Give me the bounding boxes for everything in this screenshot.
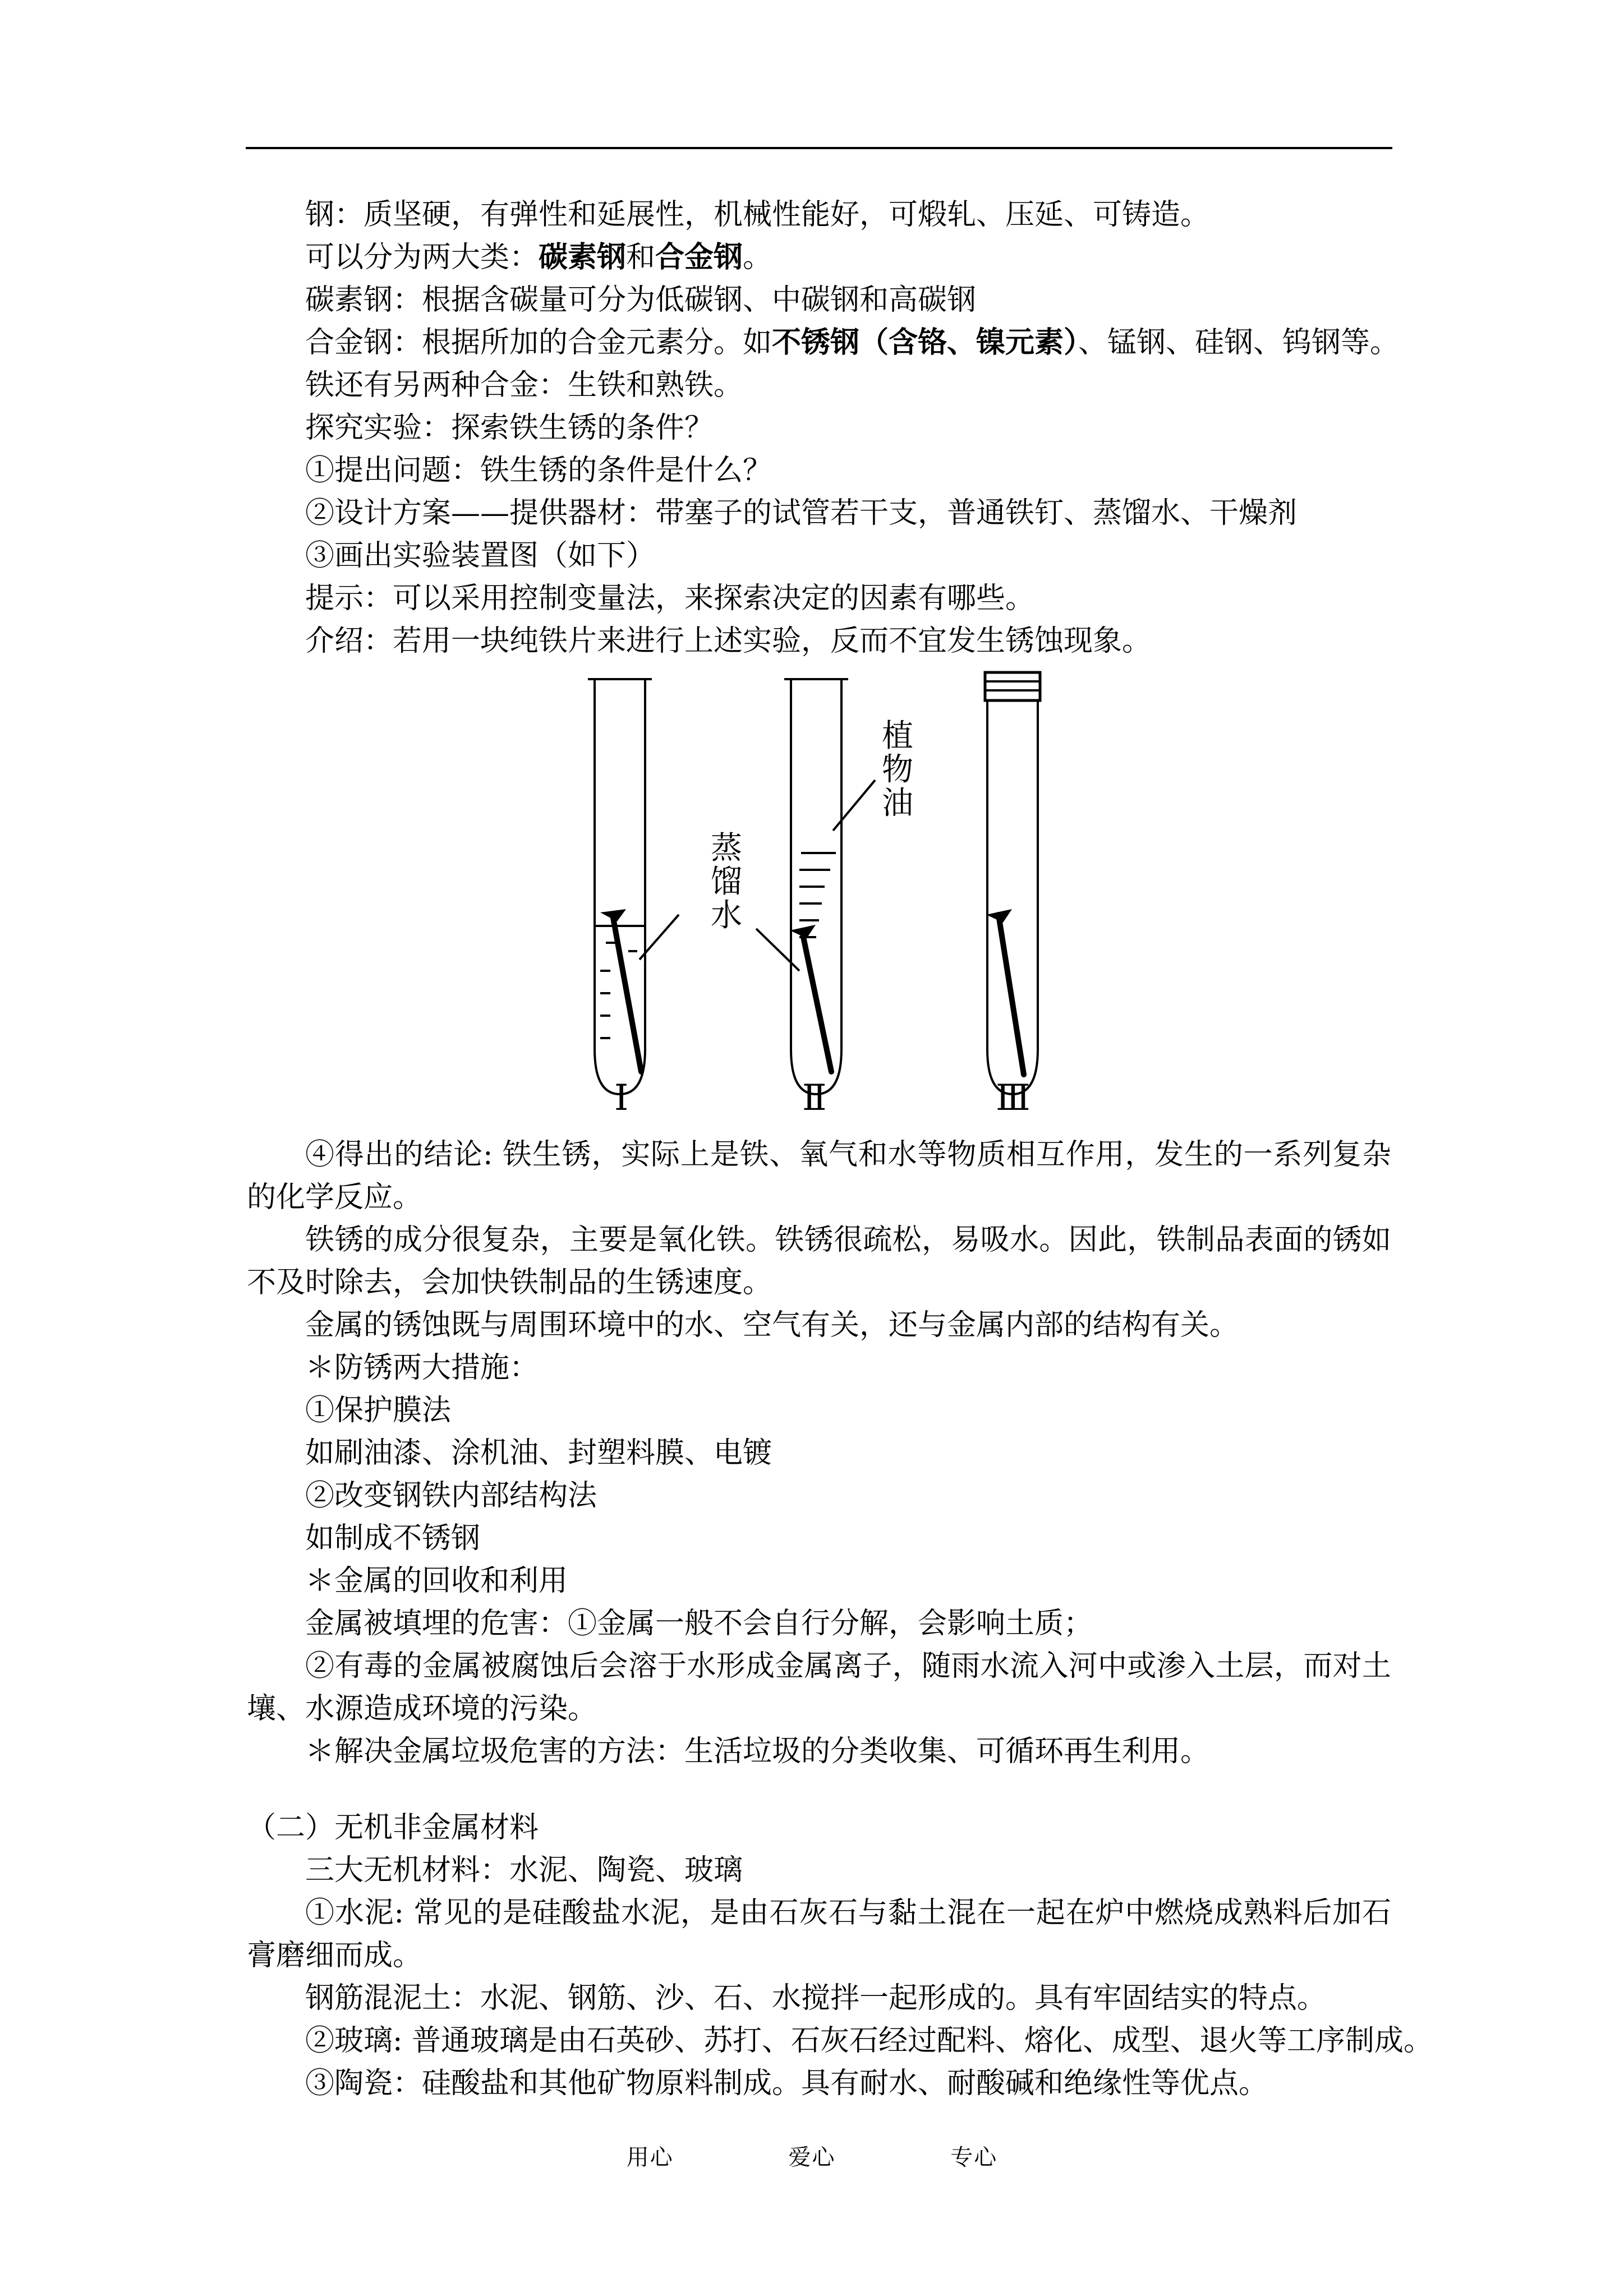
tube-labels <box>247 1077 1391 1133</box>
text-line: 钢：质坚硬，有弹性和延展性，机械性能好，可煅轧、压延、可铸造。 <box>305 198 1210 232</box>
test-tube-2 <box>784 679 848 1094</box>
iron-nail-3 <box>986 909 1024 1075</box>
test-tube-1 <box>588 679 652 1094</box>
rubber-stopper <box>985 672 1040 700</box>
label-oil-char: 物 <box>882 751 913 788</box>
test-tube-diagram <box>247 668 1391 1105</box>
text-line: 铁还有另两种合金：生铁和熟铁。 <box>305 368 743 402</box>
text-line: 钢筋混泥土：水泥、钢筋、沙、石、水搅拌一起形成的。具有牢固结实的特点。 <box>305 1981 1327 2015</box>
text-line: ②玻璃: 普通玻璃是由石英砂、苏打、石灰石经过配料、熔化、成型、退火等工序制成。 <box>305 2024 1433 2058</box>
text-line: ③画出实验装置图（如下） <box>305 539 656 573</box>
text-line: 如刷油漆、涂机油、封塑料膜、电镀 <box>305 1436 772 1470</box>
label-water-char: 馏 <box>711 864 742 900</box>
text-line: 探究实验：探索铁生锈的条件？ <box>305 411 714 445</box>
test-tube-figure <box>247 668 1391 1105</box>
label-water-char: 蒸 <box>711 830 742 866</box>
tube-label-3: Ⅲ <box>996 1077 1030 1119</box>
text-line: ①保护膜法 <box>305 1394 452 1427</box>
page-footer <box>0 2140 1624 2171</box>
footer-text: 用心 <box>626 2145 674 2170</box>
test-tube-3 <box>987 702 1038 1094</box>
tube-label-1: Ⅰ <box>614 1077 629 1119</box>
text-line: 可以分为两大类：碳素钢和合金钢。 <box>305 240 772 274</box>
paragraph: ④得出的结论: 铁生锈，实际上是铁、氧气和水等物质相互作用，发生的一系列复杂的化学反应。 <box>247 1138 1391 1214</box>
text-line: ＊防锈两大措施： <box>305 1351 539 1385</box>
text-line: 碳素钢：根据含碳量可分为低碳钢、中碳钢和高碳钢 <box>305 283 977 317</box>
text-line: ②设计方案——提供器材：带塞子的试管若干支，普通铁钉、蒸馏水、干燥剂 <box>305 496 1298 530</box>
footer-text: 专心 <box>950 2145 998 2170</box>
header-rule <box>246 147 1392 149</box>
text-line: ＊解决金属垃圾危害的方法：生活垃圾的分类收集、可循环再生利用。 <box>305 1735 1210 1768</box>
label-water-char: 水 <box>711 897 742 934</box>
iron-nail-2 <box>790 925 831 1072</box>
iron-nail-1 <box>600 909 641 1072</box>
footer-text: 爱心 <box>788 2145 836 2170</box>
label-oil-char: 植 <box>882 718 913 754</box>
text-line: 介绍：若用一块纯铁片来进行上述实验，反而不宜发生锈蚀现象。 <box>305 624 1152 658</box>
text-line: 金属被填埋的危害：①金属一般不会自行分解，会影响土质； <box>305 1607 1093 1640</box>
text-line: ③陶瓷：硅酸盐和其他矿物原料制成。具有耐水、耐酸碱和绝缘性等优点。 <box>305 2067 1268 2100</box>
section-title: （二）无机非金属材料 <box>247 1811 539 1845</box>
text-line: ①提出问题：铁生锈的条件是什么？ <box>305 454 772 487</box>
text-line: ＊金属的回收和利用 <box>305 1564 568 1598</box>
text-line: ②改变钢铁内部结构法 <box>305 1479 597 1513</box>
document-body <box>247 193 1433 2105</box>
paragraph: ②有毒的金属被腐蚀后会溶于水形成金属离子，随雨水流入河中或渗入土层，而对土壤、水源造成环境的污染。 <box>247 1649 1391 1726</box>
paragraph: ①水泥: 常见的是硅酸盐水泥，是由石灰石与黏土混在一起在炉中燃烧成熟料后加石膏磨细而成。 <box>247 1896 1391 1972</box>
text-line: 如制成不锈钢 <box>305 1522 481 1555</box>
text-line: 合金钢：根据所加的合金元素分。如不锈钢（含铬、镍元素）、锰钢、硅钢、钨钢等。 <box>305 325 1400 359</box>
paragraph: 铁锈的成分很复杂，主要是氧化铁。铁锈很疏松，易吸水。因此，铁制品表面的锈如不及时除去，会加快铁制品的生锈速度。 <box>247 1223 1391 1299</box>
text-line: 三大无机材料：水泥、陶瓷、玻璃 <box>305 1854 743 1887</box>
text-line: 金属的锈蚀既与周围环境中的水、空气有关，还与金属内部的结构有关。 <box>305 1308 1239 1342</box>
label-oil-char: 油 <box>882 785 913 822</box>
text-line: 提示：可以采用控制变量法，来探索决定的因素有哪些。 <box>305 582 1035 615</box>
tube-label-2: Ⅱ <box>802 1077 827 1119</box>
